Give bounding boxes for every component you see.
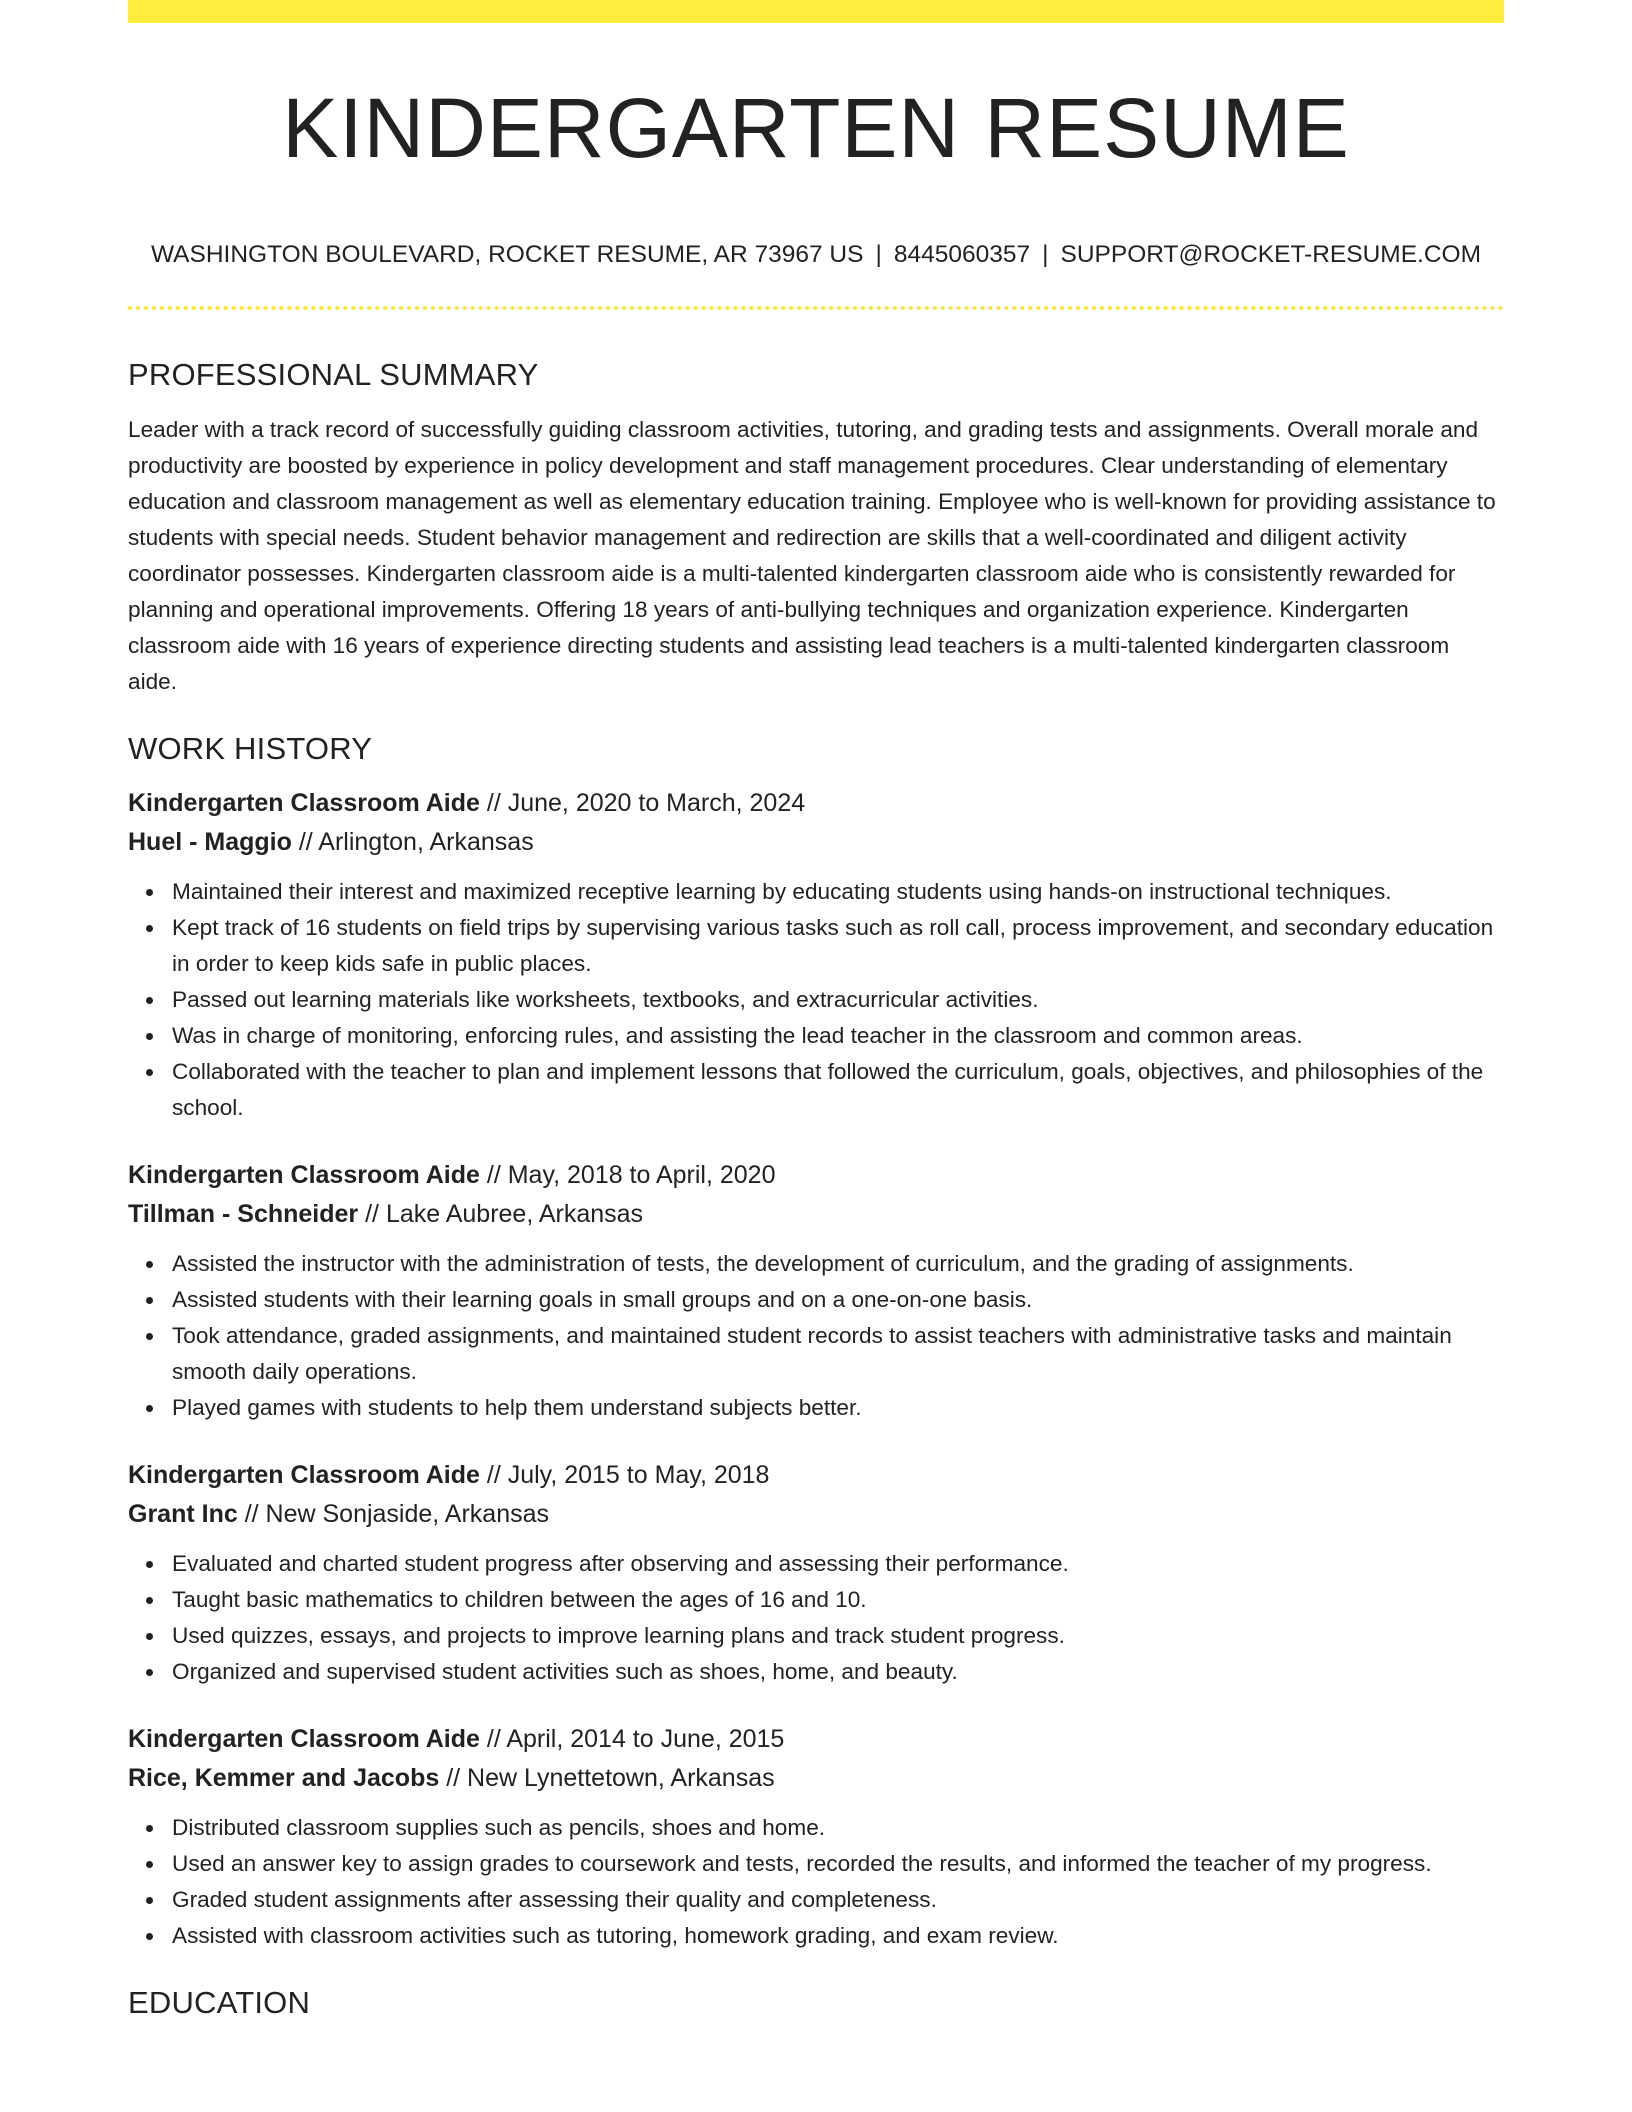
job-title-line bbox=[128, 1720, 1504, 1759]
job-location: // Arlington, Arkansas bbox=[291, 828, 534, 856]
bullet-item: Was in charge of monitoring, enforcing rules, and assisting the lead teacher in the classroom and common areas. bbox=[172, 1018, 1504, 1054]
job-bullets bbox=[128, 874, 1504, 1126]
work-history-heading: WORK HISTORY bbox=[128, 731, 373, 766]
job-title: Kindergarten Classroom Aide bbox=[128, 1725, 480, 1753]
job-title-line bbox=[128, 1456, 1504, 1495]
job-entry bbox=[128, 1456, 1504, 1690]
bullet-item: Evaluated and charted student progress after observing and assessing their performance. bbox=[172, 1546, 1504, 1582]
job-dates: // June, 2020 to March, 2024 bbox=[479, 789, 806, 817]
bullet-item: Played games with students to help them understand subjects better. bbox=[172, 1390, 1504, 1426]
resume-title: KINDERGARTEN RESUME bbox=[282, 81, 1350, 175]
bullet-item: Passed out learning materials like worksheets, textbooks, and extracurricular activities. bbox=[172, 982, 1504, 1018]
job-title: Kindergarten Classroom Aide bbox=[128, 1461, 480, 1489]
job-company: Tillman - Schneider bbox=[128, 1200, 359, 1228]
bullet-item: Distributed classroom supplies such as pencils, shoes and home. bbox=[172, 1810, 1504, 1846]
top-accent-bar bbox=[128, 0, 1504, 23]
job-title: Kindergarten Classroom Aide bbox=[128, 1161, 480, 1189]
bullet-item: Organized and supervised student activities such as shoes, home, and beauty. bbox=[172, 1654, 1504, 1690]
job-bullets bbox=[128, 1810, 1504, 1954]
job-location: // Lake Aubree, Arkansas bbox=[358, 1200, 644, 1228]
job-dates: // July, 2015 to May, 2018 bbox=[479, 1461, 770, 1489]
contact-address: WASHINGTON BOULEVARD, ROCKET RESUME, AR 73967 US bbox=[150, 241, 864, 268]
contact-phone: 8445060357 bbox=[893, 241, 1031, 268]
job-title-line bbox=[128, 784, 1504, 823]
bullet-item: Kept track of 16 students on field trips by supervising various tasks such as roll call, process improvement, and secondary education in order to keep kids safe in public places. bbox=[172, 910, 1504, 982]
job-company-line bbox=[128, 1195, 1504, 1234]
bullet-item: Took attendance, graded assignments, and maintained student records to assist teachers with administrative tasks and maintain smooth daily operations. bbox=[172, 1318, 1504, 1390]
job-company: Huel - Maggio bbox=[128, 828, 292, 856]
dotted-divider bbox=[128, 306, 1504, 310]
summary-heading: PROFESSIONAL SUMMARY bbox=[128, 357, 539, 392]
job-title-line bbox=[128, 1156, 1504, 1195]
job-location: // New Sonjaside, Arkansas bbox=[237, 1500, 550, 1528]
contact-separator: | bbox=[1042, 241, 1049, 268]
bullet-item: Assisted students with their learning goals in small groups and on a one-on-one basis. bbox=[172, 1282, 1504, 1318]
job-bullets bbox=[128, 1246, 1504, 1426]
education-heading: EDUCATION bbox=[128, 1985, 311, 2020]
job-dates: // April, 2014 to June, 2015 bbox=[479, 1725, 785, 1753]
bullet-item: Maintained their interest and maximized receptive learning by educating students using hands-on instructional techniques. bbox=[172, 874, 1504, 910]
job-company-line bbox=[128, 1759, 1504, 1798]
resume-content bbox=[128, 354, 1504, 2024]
bullet-item: Assisted with classroom activities such as tutoring, homework grading, and exam review. bbox=[172, 1918, 1504, 1954]
job-company-line bbox=[128, 823, 1504, 862]
job-entry bbox=[128, 784, 1504, 1126]
job-company: Grant Inc bbox=[128, 1500, 238, 1528]
job-title: Kindergarten Classroom Aide bbox=[128, 789, 480, 817]
job-entry bbox=[128, 1720, 1504, 1954]
job-entry bbox=[128, 1156, 1504, 1426]
contact-email: SUPPORT@ROCKET-RESUME.COM bbox=[1060, 241, 1482, 268]
job-location: // New Lynettetown, Arkansas bbox=[439, 1764, 775, 1792]
summary-text: Leader with a track record of successfully guiding classroom activities, tutoring, and grading tests and assignments. Overall morale and productivity are boosted by experience in policy development and staff management procedures. Clear understanding of elementary education and classroom management as well as elementary education training. Employee who is well-known for providing assistance to students with special needs. Student behavior management and redirection are skills that a well-coordinated and diligent activity coordinator possesses. Kindergarten classroom aide is a multi-talented kindergarten classroom aide who is consistently rewarded for planning and operational improvements. Offering 18 years of anti-bullying techniques and organization experience. Kindergarten classroom aide with 16 years of experience directing students and assisting lead teachers is a multi-talented kindergarten classroom aide. bbox=[128, 417, 1496, 694]
job-company-line bbox=[128, 1495, 1504, 1534]
contact-separator: | bbox=[875, 241, 882, 268]
contact-line bbox=[128, 238, 1504, 272]
job-bullets bbox=[128, 1546, 1504, 1690]
bullet-item: Taught basic mathematics to children between the ages of 16 and 10. bbox=[172, 1582, 1504, 1618]
bullet-item: Assisted the instructor with the administration of tests, the development of curriculum, and the grading of assignments. bbox=[172, 1246, 1504, 1282]
bullet-item: Used quizzes, essays, and projects to improve learning plans and track student progress. bbox=[172, 1618, 1504, 1654]
job-dates: // May, 2018 to April, 2020 bbox=[479, 1161, 776, 1189]
bullet-item: Collaborated with the teacher to plan and implement lessons that followed the curriculum, goals, objectives, and philosophies of the school. bbox=[172, 1054, 1504, 1126]
bullet-item: Graded student assignments after assessing their quality and completeness. bbox=[172, 1882, 1504, 1918]
bullet-item: Used an answer key to assign grades to coursework and tests, recorded the results, and informed the teacher of my progress. bbox=[172, 1846, 1504, 1882]
job-company: Rice, Kemmer and Jacobs bbox=[128, 1764, 440, 1792]
